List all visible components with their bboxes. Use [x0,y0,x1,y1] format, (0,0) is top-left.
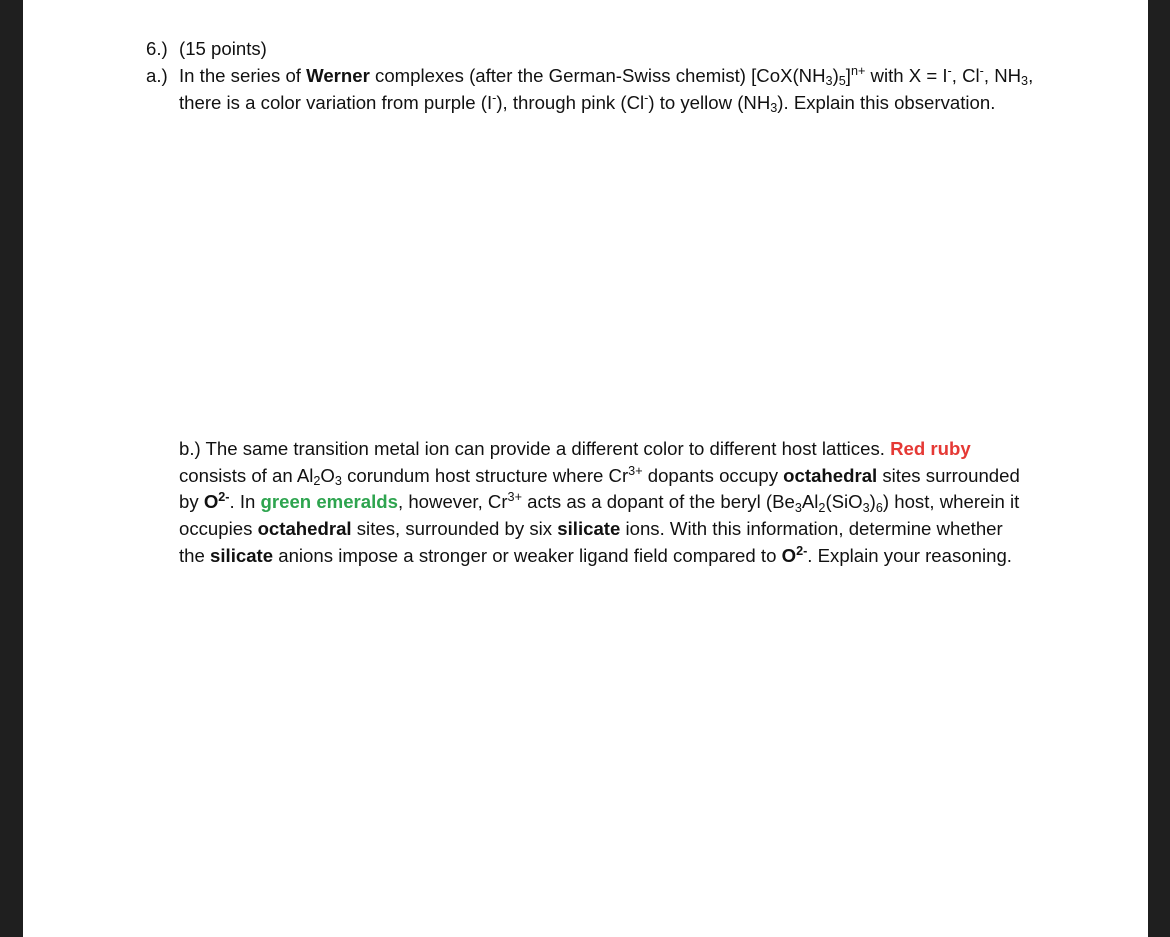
part-a-text-line-1: In the series of Werner complexes (after the German-Swiss chemist) $[CoX(NH_3)_5]^{n+}$ with X = I-, Cl-, $NH_3$, [179,64,1034,89]
octahedral-term-2: octahedral [257,518,352,540]
part-b-line-3: by $O^{2-}$. In green emeralds, however, $Cr^{3+}$ acts as a dopant of the beryl $(Be_3Al_2(SiO_3)_6)$ host, wherein it [179,490,1020,515]
part-b-line-1: b.) The same transition metal ion can provide a different color to different host lattices. Red ruby [179,438,971,459]
part-a-label: a.) [146,65,168,86]
part-b-paragraph [179,436,1020,570]
part-b-line-5: the silicate anions impose a stronger or weaker ligand field compared to $O^{2-}$. Explain your reasoning. [179,543,1012,566]
octahedral-term: octahedral [783,464,878,486]
silicate-term-2: silicate [210,544,274,566]
part-b-line-2: consists of an $Al_2O_3$ corundum host structure where $Cr^{3+}$ dopants occupy octahedral sites surrounded [179,463,1020,488]
silicate-term: silicate [557,518,621,540]
red-ruby-term: Red ruby [890,438,971,459]
oxide-term-2: O [781,544,797,566]
werner-term: Werner [306,65,370,86]
part-a-line-1 [23,63,1148,90]
oxide-term: O [203,491,219,513]
question-number: 6.) [146,38,168,59]
part-b-line-4: occupies octahedral sites, surrounded by six silicate ions. With this information, determine whether [179,518,1003,540]
part-a-line-2 [23,90,1148,117]
question-points: (15 points) [179,38,267,59]
question-header [23,36,1148,63]
green-emeralds-term: green emeralds [260,491,398,513]
part-a-text-line-2: there is a color variation from purple (I-), through pink (Cl-) to yellow $(NH_3)$. Explain this observation. [179,91,996,116]
document-page [23,0,1148,937]
